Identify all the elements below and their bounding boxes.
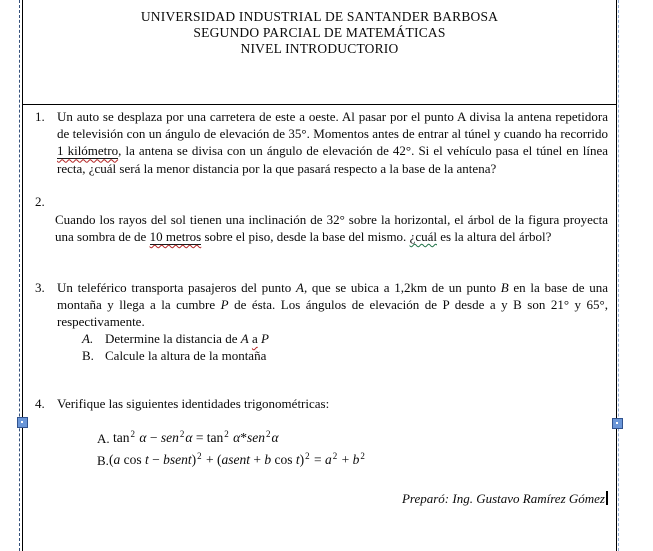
header-university-line: UNIVERSIDAD INDUSTRIAL DE SANTANDER BARBOSA (140, 9, 499, 24)
selection-handle-left[interactable] (17, 417, 28, 428)
text-cursor (606, 491, 608, 505)
item-4-text[interactable]: Verifique las siguientes identidades trigonométricas: (57, 396, 330, 411)
item-3-text[interactable]: Un teleférico transporta pasajeros del punto A, que se ubica a 1,2km de un punto B en la base de una montaña y llega a la cumbre P de ésta. Los ángulos de elevación de P desde a y B son 21° y 65°, respectivamente. (57, 280, 609, 330)
header-exam-line: SEGUNDO PARCIAL DE MATEMÁTICAS (193, 25, 446, 40)
item-3a-label: A. (82, 331, 94, 346)
item-3a-text[interactable]: Determine la distancia de A a P (105, 331, 269, 346)
item-4-number: 4. (35, 396, 45, 411)
selection-handle-right[interactable] (612, 418, 623, 429)
equation-a[interactable]: $\tan^2 \alpha - sen^2\alpha = \tan^2 \alpha*sen^2\alpha$ (113, 429, 279, 445)
selection-guide-right (618, 0, 619, 551)
item-1-text[interactable]: Un auto se desplaza por una carretera de este a oeste. Al pasar por el punto A divisa la antena repetidora de televisión con un ángulo de elevación de 35°. Momentos antes de entrar al túnel y cuando ha recorrido 1 kilómetro, la antena se divisa con un ángulo de elevación de 42°. Si el vehículo pasa el túnel en línea recta, ¿cuál será la menor distancia por la que pasará respecto a la base de la antena? (57, 109, 608, 176)
item-3b-label: B. (82, 348, 94, 363)
equation-a-label: A. (97, 431, 110, 446)
footer-credit[interactable] (402, 491, 608, 507)
equation-b[interactable]: (a cos t − bsent)$^2$ + (asent + b $\cos t)^2 = a^2 + b^2$ (109, 451, 365, 467)
item-3-number: 3. (35, 280, 45, 295)
equation-b-label: B. (97, 453, 109, 468)
item-2-number: 2. (35, 194, 45, 209)
header-level-line: NIVEL INTRODUCTORIO (240, 41, 399, 56)
selection-guide-left (19, 0, 20, 551)
exam-header-cell[interactable] (23, 0, 616, 105)
item-3b-text[interactable]: Calcule la altura de la montaña (105, 348, 267, 363)
footer-credit-text: Preparó: Ing. Gustavo Ramírez Gómez (401, 491, 605, 506)
item-2-text[interactable]: Cuando los rayos del sol tienen una inclinación de 32° sobre la horizontal, el árbol de la figura proyecta una sombra de de 10 metros sobre el piso, desde la base del mismo. ¿cuál es la altura del árbol? (55, 212, 608, 245)
item-1-number: 1. (35, 109, 45, 124)
